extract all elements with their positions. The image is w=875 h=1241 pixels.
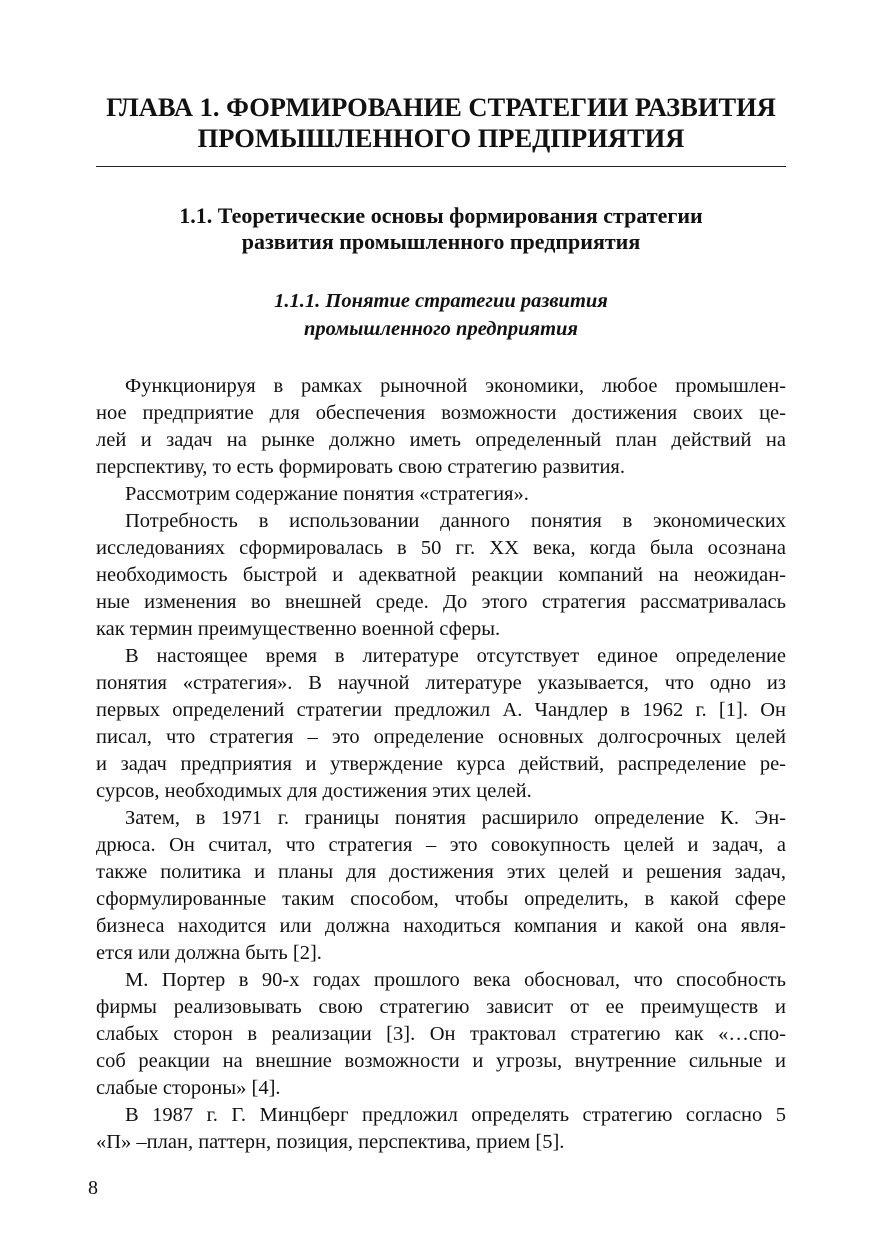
body-text — [96, 373, 786, 1156]
paragraph — [96, 373, 786, 481]
paragraph — [96, 805, 786, 967]
subsection-title — [96, 287, 786, 343]
chapter-title — [96, 92, 786, 154]
paragraph-line: «П» –план, паттерн, позиция, перспектива, прием [5]. — [96, 1131, 565, 1153]
paragraph-line: дрюса. Он считал, что стратегия – это совокупность целей и задач, а — [96, 834, 786, 856]
paragraph-line: Функционируя в рамках рыночной экономики, любое промышлен- — [125, 375, 786, 397]
paragraph-line: понятия «стратегия». В научной литературе указывается, что одно из — [96, 672, 786, 694]
paragraph-line: ные изменения во внешней среде. До этого стратегия рассматривалась — [96, 591, 786, 613]
paragraph-line: слабых сторон в реализации [3]. Он трактовал стратегию как «…спо- — [96, 1023, 786, 1045]
page-content — [96, 92, 786, 1156]
paragraph-line: как термин преимущественно военной сферы. — [96, 618, 501, 640]
paragraph-line: М. Портер в 90-х годах прошлого века обосновал, что способность — [125, 969, 786, 991]
page-number: 8 — [88, 1177, 98, 1199]
title-divider — [96, 166, 786, 167]
paragraph-line: писал, что стратегия – это определение основных долгосрочных целей — [96, 726, 786, 748]
paragraph-line: сурсов, необходимых для достижения этих целей. — [96, 780, 532, 802]
section-title-line: 1.1. Теоретические основы формирования стратегии — [179, 203, 703, 228]
paragraph — [96, 508, 786, 643]
paragraph — [96, 481, 786, 508]
paragraph-line: первых определений стратегии предложил А. Чандлер в 1962 г. [1]. Он — [96, 699, 786, 721]
paragraph-line: слабые стороны» [4]. — [96, 1077, 281, 1099]
paragraph — [96, 967, 786, 1102]
paragraph-line: Рассмотрим содержание понятия «стратегия». — [125, 483, 529, 505]
paragraph-line: соб реакции на внешние возможности и угрозы, внутренние сильные и — [96, 1050, 786, 1072]
paragraph-line: бизнеса находится или должна находиться компания и какой она явля- — [96, 915, 786, 937]
paragraph — [96, 643, 786, 805]
section-title-line: развития промышленного предприятия — [241, 229, 641, 254]
paragraph-line: Потребность в использовании данного понятия в экономических — [125, 510, 786, 532]
paragraph-line: лей и задач на рынке должно иметь определенный план действий на — [96, 429, 786, 451]
paragraph-line: также политика и планы для достижения этих целей и решения задач, — [96, 861, 786, 883]
paragraph-line: ное предприятие для обеспечения возможности достижения своих це- — [96, 402, 786, 424]
subsection-title-line: 1.1.1. Понятие стратегии развития — [274, 290, 608, 312]
chapter-title-line: ПРОМЫШЛЕННОГО ПРЕДПРИЯТИЯ — [197, 123, 685, 153]
paragraph-line: и задач предприятия и утверждение курса действий, распределение ре- — [96, 753, 786, 775]
paragraph-line: В настоящее время в литературе отсутствует единое определение — [125, 645, 786, 667]
paragraph-line: В 1987 г. Г. Минцберг предложил определять стратегию согласно 5 — [125, 1104, 786, 1126]
paragraph — [96, 1102, 786, 1156]
paragraph-line: Затем, в 1971 г. границы понятия расширило определение К. Эн- — [125, 807, 786, 829]
paragraph-line: необходимость быстрой и адекватной реакции компаний на неожидан- — [96, 564, 786, 586]
paragraph-line: ется или должна быть [2]. — [96, 942, 322, 964]
subsection-title-line: промышленного предприятия — [304, 318, 578, 340]
paragraph-line: фирмы реализовывать свою стратегию зависит от ее преимуществ и — [96, 996, 786, 1018]
paragraph-line: исследованиях сформировалась в 50 гг. XX века, когда была осознана — [96, 537, 786, 559]
chapter-title-line: ГЛАВА 1. ФОРМИРОВАНИЕ СТРАТЕГИИ РАЗВИТИЯ — [106, 92, 776, 122]
paragraph-line: перспективу, то есть формировать свою стратегию развития. — [96, 456, 625, 478]
section-title — [96, 203, 786, 255]
paragraph-line: сформулированные таким способом, чтобы определить, в какой сфере — [96, 888, 786, 910]
